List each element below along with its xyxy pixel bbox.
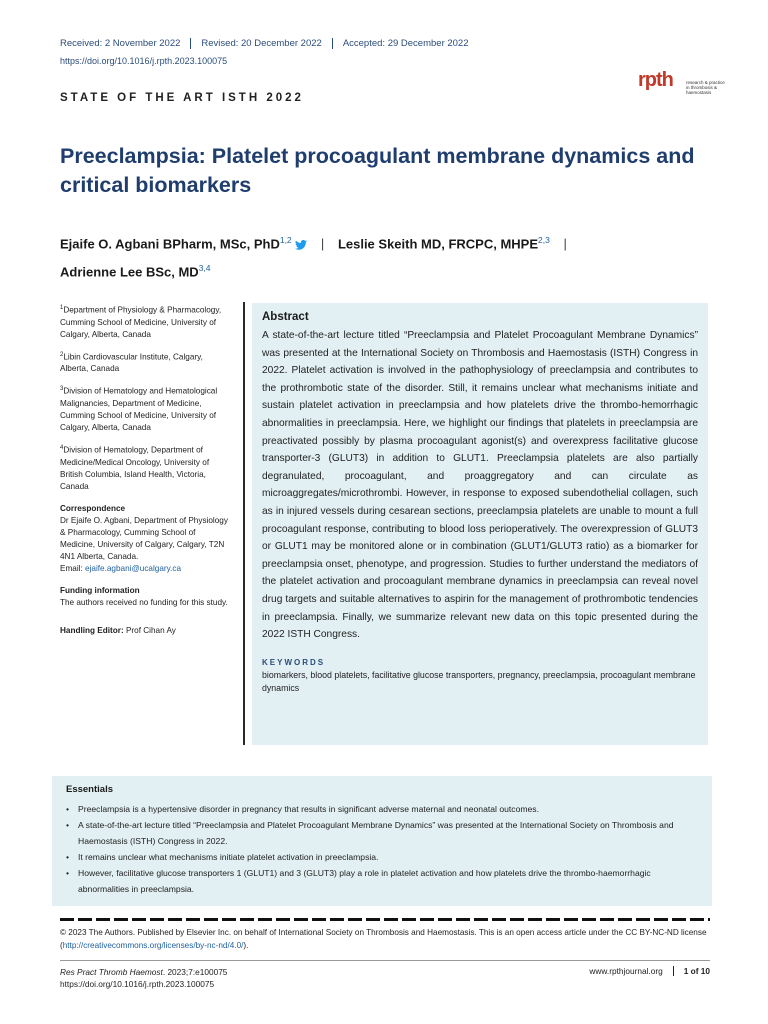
footer-doi-link[interactable]: https://doi.org/10.1016/j.rpth.2023.100075 xyxy=(60,979,215,989)
editor-name: Prof Cihan Ay xyxy=(125,625,176,635)
journal-site-link[interactable]: www.rpthjournal.org xyxy=(589,966,673,976)
dashed-divider xyxy=(60,918,710,921)
editor-heading: Handling Editor: xyxy=(60,625,124,635)
list-item: • A state-of-the-art lecture titled “Preeclampsia and Platelet Procoagulant Membrane Dynamics” was presented at the International Society on Thrombosis and Haemostasis (ISTH) Congress in 2022. xyxy=(66,817,698,849)
sidebar-info xyxy=(60,302,232,637)
affiliation xyxy=(60,349,232,376)
abstract-text: A state-of-the-art lecture titled “Preeclampsia and Platelet Procoagulant Membrane Dynamics” was presented at the International Society on Thrombosis and Haemostasis (ISTH) Congress in 2022. Platelet activation is involved in the pathophysiology of preeclampsia and contributes to the prothrombotic state of the disorder. Still, it remains unclear what mechanisms initiate and sustain platelet activation in preeclampsia and how platelets drive the thrombo-hemorrhagic abnormalities in preeclampsia. Here, we highlight our findings that platelets in preeclampsia are preactivated possibly by plasma procoagulant agonist(s) and overexpress facilitative glucose transporter-3 (GLUT3) in addition to GLUT1. Preeclampsia platelets are also partially degranulated, procoagulant, and proaggregatory and can circulate as microaggregates/microthrombi. However, in response to exposed subendothelial collagen, such as in injured vessels during cesarean sections, preeclampsia platelets are unable to mount a full procoagulant response, contributing to blood loss perioperatively. The overexpression of GLUT3 or GLUT1 may be monitored alone or in combination (GLUT1/GLUT3 ratio) as a biomarker for preeclampsia onset, phenotype, and progression. Studies to further understand the mediators of the platelet activation and procoagulant membrane dynamics in preeclampsia can reveal novel drug targets and suitable alternatives to aspirin for the management of prothrombotic tendencies in preeclampsia. Finally, we summarize relevant new data on this topic presented during the 2022 ISTH Congress. xyxy=(262,330,698,641)
accepted-date: Accepted: 29 December 2022 xyxy=(332,38,479,49)
author-separator: | xyxy=(563,236,567,252)
list-item: • It remains unclear what mechanisms initiate platelet activation in preeclampsia. xyxy=(66,849,698,865)
affiliation-number: 3 xyxy=(60,386,64,393)
received-date: Received: 2 November 2022 xyxy=(60,38,181,49)
doi-link[interactable]: https://doi.org/10.1016/j.rpth.2023.100075 xyxy=(60,56,228,66)
article-dates xyxy=(60,38,479,49)
license-link[interactable]: http://creativecommons.org/licenses/by-nc-nd/4.0/ xyxy=(62,941,244,950)
license-text xyxy=(60,926,710,952)
list-item: • However, facilitative glucose transporters 1 (GLUT1) and 3 (GLUT3) play a role in platelet activation and how platelets drive the thrombo-haemorrhagic abnormalities in preeclampsia. xyxy=(66,865,698,897)
footer-divider xyxy=(60,960,710,961)
revised-date: Revised: 20 December 2022 xyxy=(190,38,331,49)
footer-citation xyxy=(60,966,227,990)
journal-logo xyxy=(638,69,725,102)
funding-heading: Funding information xyxy=(60,585,140,595)
author-affiliation-ref: 1,2 xyxy=(279,235,292,245)
affiliation-number: 4 xyxy=(60,445,64,452)
affiliation-number: 2 xyxy=(60,351,64,358)
essentials-box xyxy=(52,776,712,906)
affiliation-text: Division of Hematology, Department of Medicine/Medical Oncology, University of British Columbia, Island Health, Victoria, Canada xyxy=(60,445,210,491)
footer-right xyxy=(589,966,710,976)
article-title: Preeclampsia: Platelet procoagulant membrane dynamics and critical biomarkers xyxy=(60,144,695,197)
author-separator: | xyxy=(320,236,325,252)
page-number: 1 of 10 xyxy=(683,966,710,976)
essentials-list xyxy=(66,801,698,897)
affiliation-text: Department of Physiology & Pharmacology, Cumming School of Medicine, University of Calgary, Alberta, Canada xyxy=(60,305,222,339)
author-name: Leslie Skeith MD, FRCPC, MHPE xyxy=(337,236,539,252)
list-item: • Preeclampsia is a hypertensive disorder in pregnancy that results in significant adverse maternal and neonatal outcomes. xyxy=(66,801,698,817)
correspondence xyxy=(60,503,232,575)
correspondence-heading: Correspondence xyxy=(60,503,126,513)
logo-mark: rpth xyxy=(638,69,673,91)
email-link[interactable]: ejaife.agbani@ucalgary.ca xyxy=(85,563,182,573)
affiliation-text: Division of Hematology and Hematological Malignancies, Department of Medicine, Cumming School of Medicine, University of Calgary, Alberta, Canada xyxy=(60,387,218,433)
citation-detail: . 2023;7:e100075 xyxy=(162,967,228,977)
logo-subtitle: research & practice in thrombosis & haemostasis xyxy=(686,80,725,95)
license-body: © 2023 The Authors. Published by Elsevier Inc. on behalf of International Society on Thrombosis and Haemostasis. This is an open access article under the CC BY-NC-ND license ( xyxy=(60,928,707,950)
affiliation xyxy=(60,302,232,341)
author-list xyxy=(60,228,720,285)
correspondence-email-line xyxy=(60,563,232,575)
funding-info xyxy=(60,585,232,609)
twitter-icon[interactable] xyxy=(295,240,307,250)
funding-text: The authors received no funding for this study. xyxy=(60,597,228,607)
handling-editor xyxy=(60,625,232,637)
author-name: Ejaife O. Agbani BPharm, MSc, PhD xyxy=(60,236,280,252)
abstract-box xyxy=(252,303,708,745)
email-label: Email: xyxy=(60,563,83,573)
affiliation xyxy=(60,383,232,434)
license-end: ). xyxy=(243,941,249,950)
author-name: Adrienne Lee BSc, MD xyxy=(60,264,199,280)
keywords-heading: KEYWORDS xyxy=(262,657,326,667)
affiliation-text: Libin Cardiovascular Institute, Calgary, Alberta, Canada xyxy=(60,352,203,374)
journal-abbrev: Res Pract Thromb Haemost xyxy=(60,967,163,977)
section-label: STATE OF THE ART ISTH 2022 xyxy=(60,92,304,104)
keywords-text: biomarkers, blood platelets, facilitative glucose transporters, pregnancy, preeclampsia, procoagulant membrane dynamics xyxy=(262,669,696,693)
correspondence-text: Dr Ejaife O. Agbani, Department of Physiology & Pharmacology, Cumming School of Medicine, University of Calgary, Calgary, T2N 4N1 Alberta, Canada. xyxy=(60,515,228,561)
column-divider xyxy=(243,302,245,745)
abstract-heading: Abstract xyxy=(262,311,309,323)
footer-citation-line xyxy=(60,966,227,978)
affiliation-number: 1 xyxy=(60,305,64,311)
author-affiliation-ref: 3,4 xyxy=(198,263,211,274)
affiliation xyxy=(60,442,232,493)
essentials-heading: Essentials xyxy=(66,784,113,795)
author-affiliation-ref: 2,3 xyxy=(538,235,550,245)
